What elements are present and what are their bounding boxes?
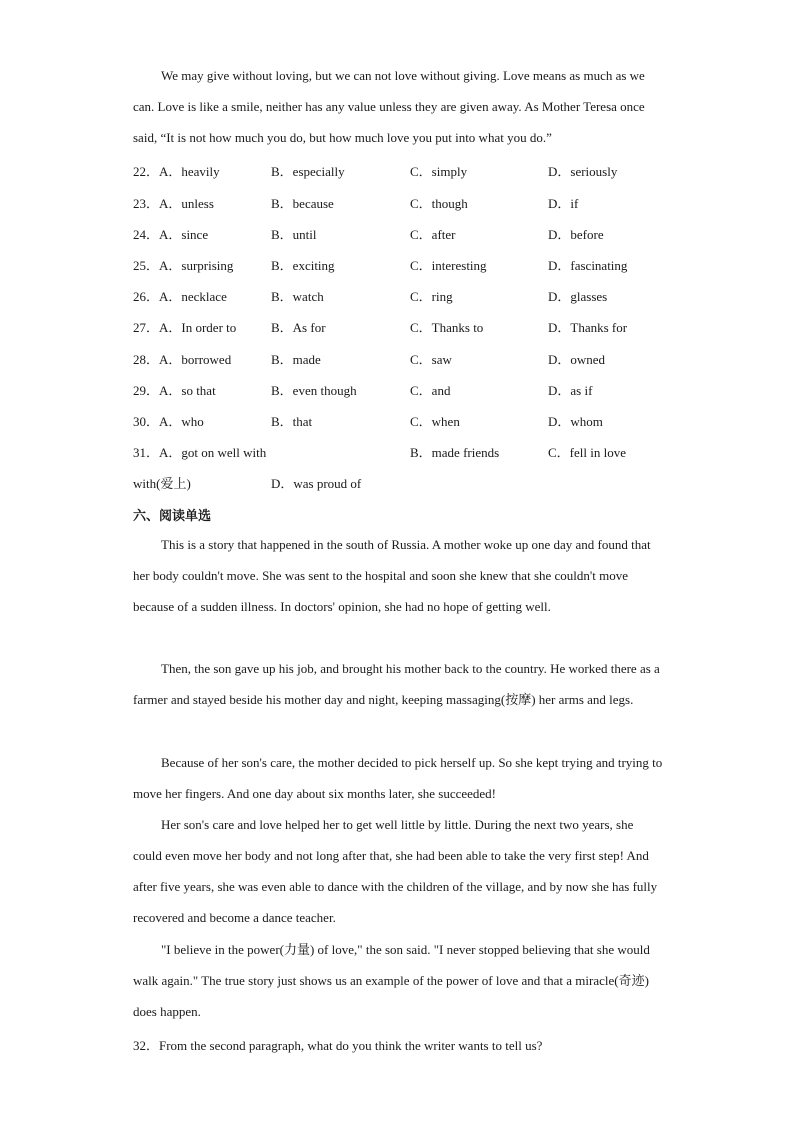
question-25 <box>133 255 693 275</box>
question-31-continued <box>133 473 693 493</box>
question-30 <box>133 411 693 431</box>
section-title: 六、阅读单选 <box>133 509 212 524</box>
question-23 <box>133 193 693 213</box>
option-a[interactable]: 22．A．heavily <box>133 164 220 179</box>
question-22 <box>133 161 693 181</box>
option-a[interactable]: 26．A．necklace <box>133 289 227 304</box>
option-d[interactable]: D．glasses <box>548 289 608 304</box>
passage-paragraph-1: This is a story that happened in the south of Russia. A mother woke up one day and found that her body couldn't move. She was sent to the hospital and soon she knew that she couldn't move because of a sudden illness. In doctors' opinion, she had no hope of getting well. <box>133 537 651 614</box>
option-a[interactable]: 31．A．got on well with <box>133 445 267 460</box>
passage-paragraph-5: "I believe in the power(力量) of love," the son said. "I never stopped believing that she would walk again." The true story just shows us an example of the power of love and that a miracle(奇迹) does happen. <box>133 942 650 1019</box>
passage-paragraph-4: Her son's care and love helped her to get well little by little. During the next two years, she could even move her body and not long after that, she had been able to take the very first step! And after five years, she was even able to dance with the children of the village, and by now she has fully recovered and become a dance teacher. <box>133 817 658 925</box>
question-26 <box>133 286 693 306</box>
option-b[interactable]: B．As for <box>271 320 326 335</box>
option-d[interactable]: D．whom <box>548 414 603 429</box>
question-27 <box>133 317 693 337</box>
option-c[interactable]: C．Thanks to <box>410 320 484 335</box>
option-d[interactable]: D．owned <box>548 352 606 367</box>
intro-paragraph: We may give without loving, but we can not love without giving. Love means as much as we can. Love is like a smile, neither has any value unless they are given away. As Mother Teresa once said, “It is not how much you do, but how much love you put into what you do.” <box>133 68 645 145</box>
option-d[interactable]: D．was proud of <box>271 476 362 491</box>
option-b[interactable]: B．even though <box>271 383 357 398</box>
option-b[interactable]: B．until <box>271 227 317 242</box>
option-b[interactable]: B．that <box>271 414 313 429</box>
option-b[interactable]: B．exciting <box>271 258 335 273</box>
question-28 <box>133 349 693 369</box>
option-d[interactable]: D．fascinating <box>548 258 628 273</box>
option-d[interactable]: D．Thanks for <box>548 320 628 335</box>
passage-paragraph-2: Then, the son gave up his job, and brought his mother back to the country. He worked there as a farmer and stayed beside his mother day and night, keeping massaging(按摩) her arms and legs. <box>133 661 660 707</box>
option-a[interactable]: 28．A．borrowed <box>133 352 232 367</box>
option-a[interactable]: 29．A．so that <box>133 383 216 398</box>
option-a[interactable]: 23．A．unless <box>133 196 214 211</box>
option-b[interactable]: B．watch <box>271 289 324 304</box>
option-a[interactable]: 30．A．who <box>133 414 204 429</box>
question-32: 32．From the second paragraph, what do you think the writer wants to tell us? <box>133 1038 543 1053</box>
option-c[interactable]: C．saw <box>410 352 452 367</box>
question-24 <box>133 224 693 244</box>
passage-paragraph-3: Because of her son's care, the mother decided to pick herself up. So she kept trying and trying to move her fingers. And one day about six months later, she succeeded! <box>133 755 663 801</box>
option-c[interactable]: C．after <box>410 227 456 242</box>
option-b[interactable]: B．because <box>271 196 334 211</box>
option-c[interactable]: C．interesting <box>410 258 487 273</box>
option-d[interactable]: D．seriously <box>548 164 618 179</box>
option-c[interactable]: C．simply <box>410 164 468 179</box>
option-c[interactable]: C．fell in love <box>548 445 626 460</box>
option-c[interactable]: C．though <box>410 196 468 211</box>
option-a[interactable]: 24．A．since <box>133 227 209 242</box>
option-d[interactable]: D．if <box>548 196 579 211</box>
option-c[interactable]: C．when <box>410 414 460 429</box>
option-b[interactable]: B．especially <box>271 164 345 179</box>
option-b[interactable]: B．made <box>271 352 321 367</box>
option-d[interactable]: D．as if <box>548 383 593 398</box>
option-c-continued: with(爱上) <box>133 476 191 491</box>
option-c[interactable]: C．ring <box>410 289 453 304</box>
option-a[interactable]: 27．A．In order to <box>133 320 237 335</box>
option-b[interactable]: B．made friends <box>410 445 500 460</box>
option-a[interactable]: 25．A．surprising <box>133 258 234 273</box>
question-29 <box>133 380 693 400</box>
question-31 <box>133 442 693 462</box>
option-d[interactable]: D．before <box>548 227 604 242</box>
option-c[interactable]: C．and <box>410 383 451 398</box>
